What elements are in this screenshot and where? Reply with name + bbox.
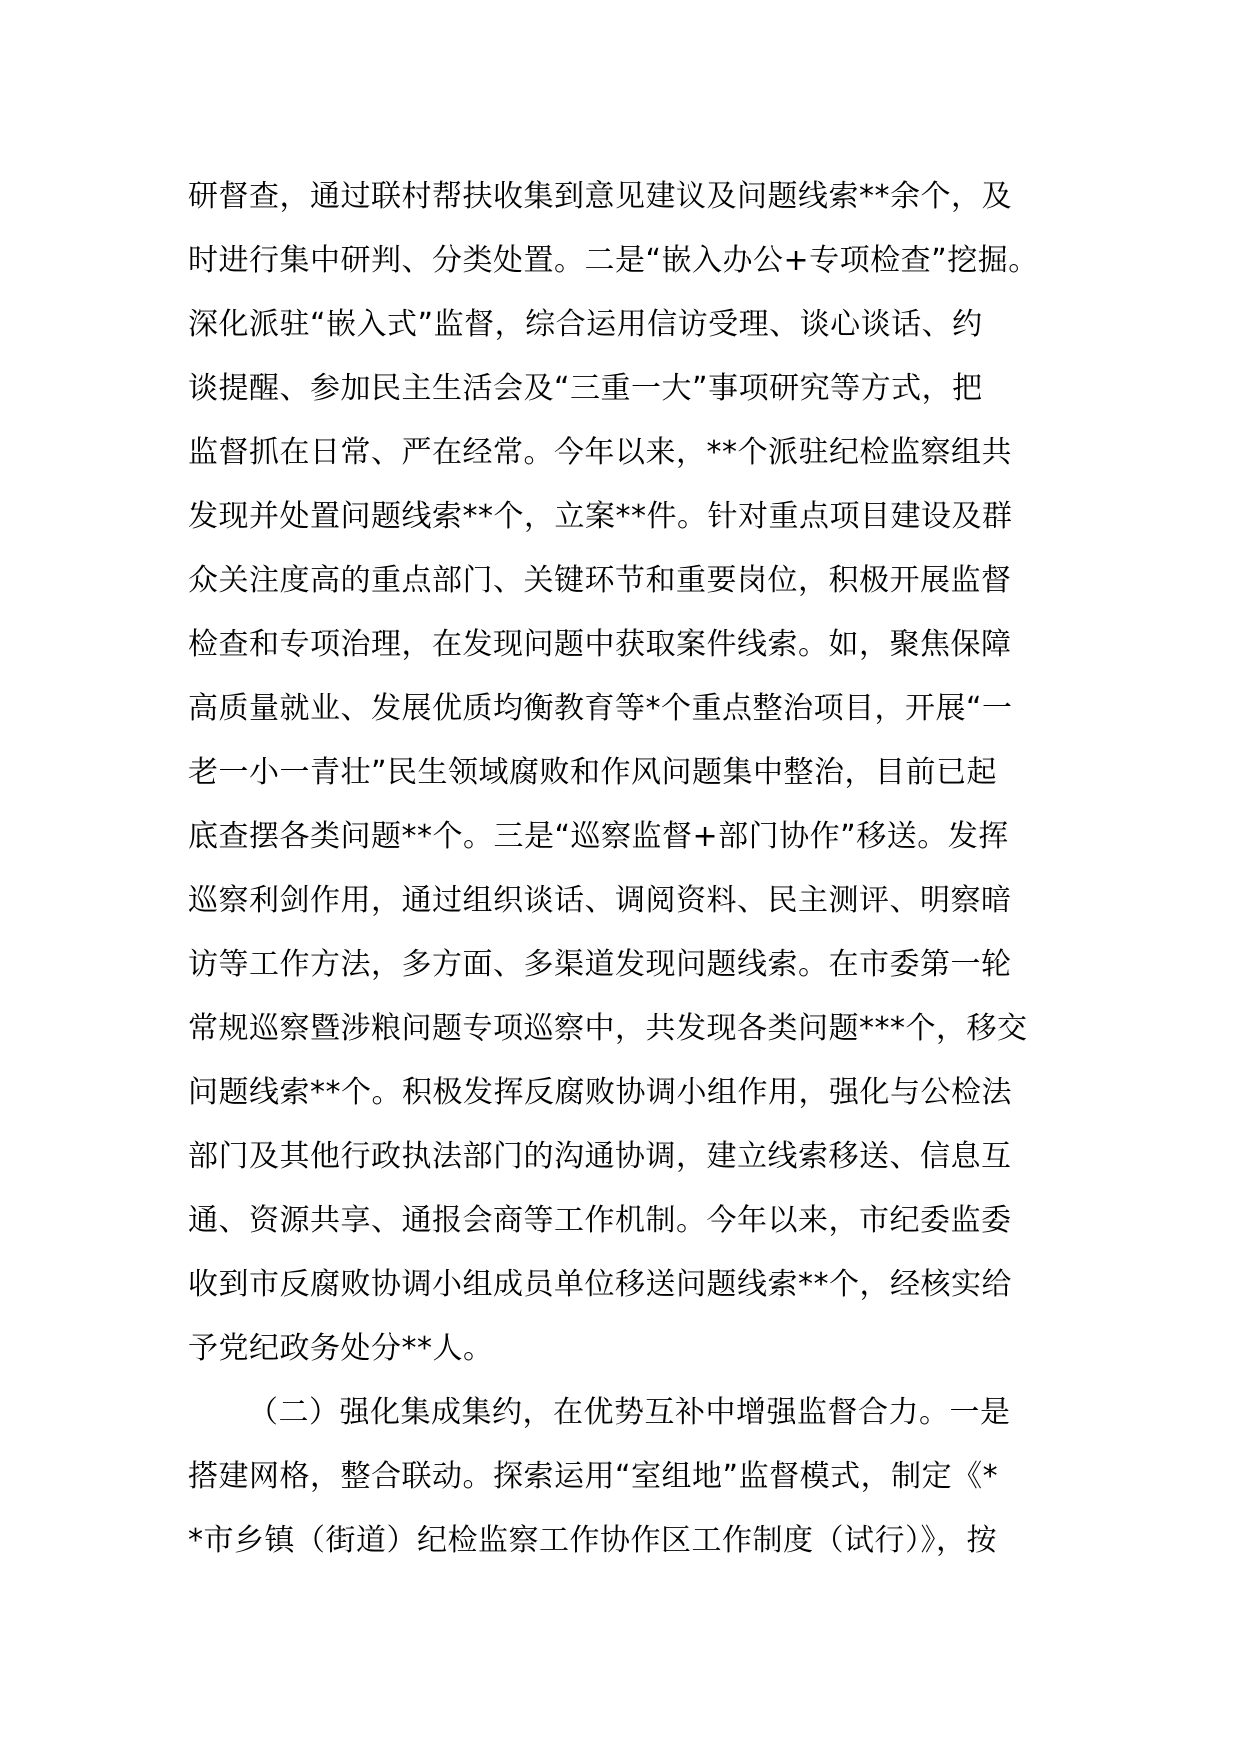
text-line: 问题线索**个。积极发挥反腐败协调小组作用，强化与公检法 — [188, 1075, 1012, 1110]
text-line: 发现并处置问题线索**个，立案**件。针对重点项目建设及群 — [188, 499, 1013, 534]
text-line: 常规巡察暨涉粮问题专项巡察中，共发现各类问题***个，移交 — [188, 1011, 1028, 1046]
text-line: 访等工作方法，多方面、多渠道发现问题线索。在市委第一轮 — [188, 947, 1012, 982]
text-line: 予党纪政务处分**人。 — [188, 1331, 494, 1366]
text-line: 检查和专项治理，在发现问题中获取案件线索。如，聚焦保障 — [188, 627, 1012, 662]
text-line: 通、资源共享、通报会商等工作机制。今年以来，市纪委监委 — [188, 1203, 1012, 1238]
body-text — [188, 165, 1068, 1573]
text-line: 研督查，通过联村帮扶收集到意见建议及问题线索**余个，及 — [188, 179, 1012, 214]
text-line: 巡察利剑作用，通过组织谈话、调阅资料、民主测评、明察暗 — [188, 883, 1012, 918]
text-line: 收到市反腐败协调小组成员单位移送问题线索**个，经核实给 — [188, 1267, 1012, 1302]
section-heading-line: （二）强化集成集约，在优势互补中增强监督合力。一是 — [248, 1395, 1011, 1430]
text-line: 谈提醒、参加民主生活会及“三重一大”事项研究等方式，把 — [188, 371, 983, 406]
text-line: 时进行集中研判、分类处置。二是“嵌入办公+专项检查”挖掘。 — [188, 243, 1039, 278]
text-line: 搭建网格，整合联动。探索运用“室组地”监督模式，制定《* — [188, 1459, 999, 1494]
text-line: 底查摆各类问题**个。三是“巡察监督+部门协作”移送。发挥 — [188, 819, 1009, 854]
text-line: 部门及其他行政执法部门的沟通协调，建立线索移送、信息互 — [188, 1139, 1012, 1174]
text-line: 众关注度高的重点部门、关键环节和重要岗位，积极开展监督 — [188, 563, 1012, 598]
text-line: 老一小一青壮”民生领域腐败和作风问题集中整治，目前已起 — [188, 755, 998, 790]
text-line: 高质量就业、发展优质均衡教育等*个重点整治项目，开展“一 — [188, 691, 1013, 726]
text-line: 监督抓在日常、严在经常。今年以来，**个派驻纪检监察组共 — [188, 435, 1012, 470]
text-line: 深化派驻“嵌入式”监督，综合运用信访受理、谈心谈话、约 — [188, 307, 983, 342]
text-line: *市乡镇（街道）纪检监察工作协作区工作制度（试行）》，按 — [188, 1523, 997, 1558]
